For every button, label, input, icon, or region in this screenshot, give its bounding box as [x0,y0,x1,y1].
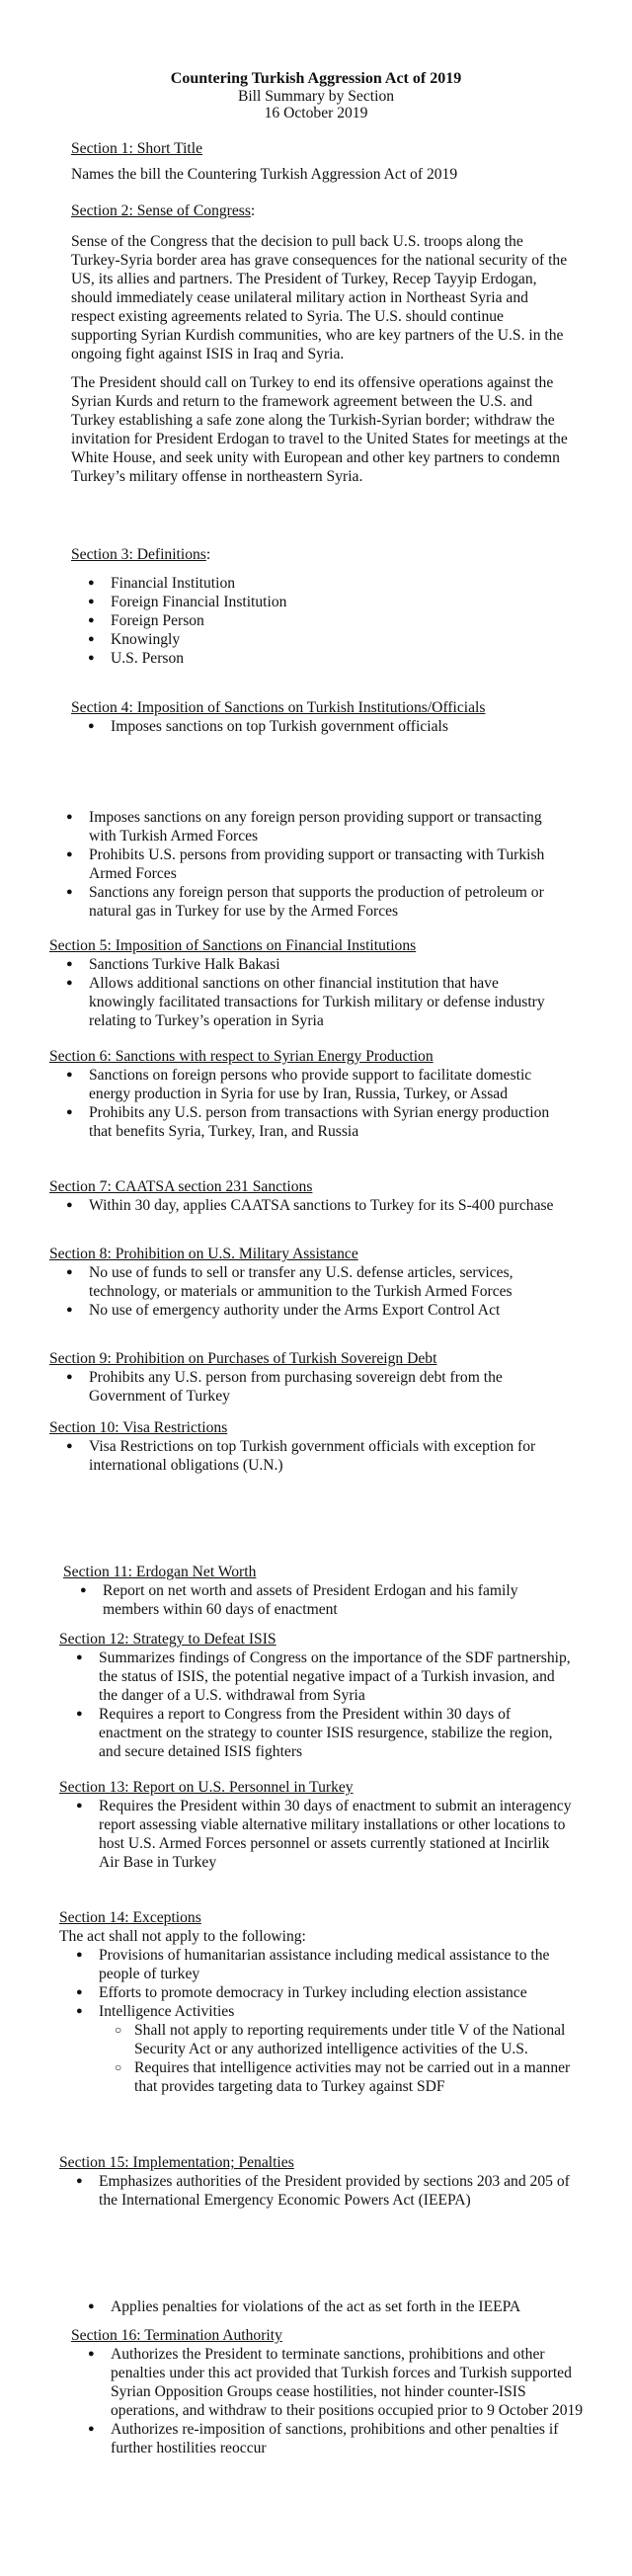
list-item: ● Sanctions any foreign person that supports the production of petroleum or natural gas in Turkey for use by the Armed Forces [49,883,563,921]
document-date: 16 October 2019 [264,105,368,121]
section-16 [71,2326,585,2457]
bullet-list [71,574,565,668]
bullet-list [49,1196,563,1215]
list-item: ● Sanctions Turkive Halk Bakasi [49,955,563,974]
section-5 [49,936,563,1030]
section-heading: Section 9: Prohibition on Purchases of Turkish Sovereign Debt [49,1350,437,1367]
section-heading: Section 6: Sanctions with respect to Syrian Energy Production [49,1048,434,1065]
section-heading: Section 7: CAATSA section 231 Sanctions [49,1178,313,1195]
section-paragraph: Sense of the Congress that the decision to pull back U.S. troops along the Turkey-Syria border area has grave consequences for the national security of the US, its allies and partners. The President of Turkey, Recep Tayyip Erdogan, should immediately cease unilateral military action in Northeast Syria and respect existing agreements related to Syria. The U.S. should continue supporting Syrian Kurdish communities, who are key partners of the U.S. in the ongoing fight against ISIS in Iraq and Syria. [71,233,568,362]
section-heading: Section 16: Termination Authority [71,2327,282,2344]
section-6 [49,1047,563,1141]
bullet-list [49,1437,563,1475]
sub-list-item: ○ Requires that intelligence activities may not be carried out in a manner that provides targeting data to Turkey against SDF [99,2058,573,2096]
list-item: ● Foreign Financial Institution [71,593,565,611]
list-item: ● Prohibits any U.S. person from transactions with Syrian energy production that benefits Syria, Turkey, Iran, and Russia [49,1103,563,1141]
section-heading: Section 3: Definitions [71,546,206,563]
section-heading: Section 4: Imposition of Sanctions on Turkish Institutions/Officials [71,699,486,716]
list-item: ● Emphasizes authorities of the President provided by sections 203 and 205 of the International Emergency Economic Powers Act (IEEPA) [59,2172,573,2210]
section-heading: Section 5: Imposition of Sanctions on Financial Institutions [49,937,417,954]
list-item: ● Knowingly [71,630,565,649]
list-item: ● No use of emergency authority under the Arms Export Control Act [49,1301,563,1320]
section-4-continued [49,808,563,921]
bullet-list [59,1946,573,2096]
list-item: ● Provisions of humanitarian assistance including medical assistance to the people of turkey [59,1946,573,1983]
section-2: Section 2: Sense of Congress: Sense of the Congress that the decision to pull back U.S. troops along the Turkey-Syria border area has grave consequences for the national security of the US, its allies and partners. The President of Turkey, Recep Tayyip Erdogan, should immediately cease unilateral military action in Northeast Syria and respect existing agreements related to Syria. The U.S. should continue supporting Syrian Kurdish communities, who are key partners of the U.S. in the ongoing fight against ISIS in Iraq and Syria. The President should call on Turkey to end its offensive operations against the Syrian Kurds and return to the framework agreement between the U.S. and Turkey establishing a safe zone along the Turkish-Syrian border; withdraw the invitation for President Erdogan to travel to the United States for meetings at the White House, and seek unity with European and other key partners to condemn Turkey’s military offense in northeastern Syria. [71,201,570,486]
list-item: ● Authorizes re-imposition of sanctions, prohibitions and other penalties if further hostilities reoccur [71,2420,585,2457]
list-item: ● No use of funds to sell or transfer any U.S. defense articles, services, technology, or materials or ammunition to the Turkish Armed Forces [49,1263,563,1301]
bullet-list [71,2345,585,2457]
section-3: Section 3: Definitions: ● Financial Institution ● Foreign Financial Institution ● Foreign Person ● Knowingly ● U.S. Person [71,545,565,668]
sub-bullet-list [99,2021,573,2096]
list-item: ● Report on net worth and assets of President Erdogan and his family members within 60 days of enactment [63,1581,567,1619]
section-heading: Section 13: Report on U.S. Personnel in Turkey [59,1779,354,1796]
list-item: ● U.S. Person [71,649,565,668]
section-11 [63,1563,567,1619]
list-item: ● Imposes sanctions on any foreign person providing support or transacting with Turkish Armed Forces [49,808,563,845]
section-heading: Section 8: Prohibition on U.S. Military Assistance [49,1246,358,1262]
document-subtitle: Bill Summary by Section [237,88,395,105]
section-8 [49,1245,563,1320]
section-heading: Section 10: Visa Restrictions [49,1419,228,1436]
bullet-list [49,1368,563,1406]
section-15-continued [71,2297,585,2316]
list-item: ● Requires the President within 30 days of enactment to submit an interagency report assessing viable alternative military installations or other locations to host U.S. Armed Forces personnel or assets currently stationed at Incirlik Air Base in Turkey [59,1797,573,1872]
bullet-list [49,955,563,1030]
bullet-list [49,808,563,921]
list-item: ● Financial Institution [71,574,565,593]
list-item: ● Allows additional sanctions on other financial institution that have knowingly facilitated transactions for Turkish military or defense industry relating to Turkey’s operation in Syria [49,974,563,1030]
list-item: ● Sanctions on foreign persons who provide support to facilitate domestic energy production in Syria for use by Iran, Russia, Turkey, or Assad [49,1066,563,1103]
bullet-list [49,1066,563,1141]
list-item: ● Visa Restrictions on top Turkish government officials with exception for international obligations (U.N.) [49,1437,563,1475]
bullet-list [63,1581,567,1619]
bullet-list [71,717,565,736]
section-1 [71,139,565,184]
section-heading: Section 12: Strategy to Defeat ISIS [59,1631,276,1648]
list-item: ● Prohibits any U.S. person from purchasing sovereign debt from the Government of Turkey [49,1368,563,1406]
section-15 [59,2153,573,2210]
list-item [59,2002,573,2096]
section-7 [49,1177,563,1215]
section-9 [49,1349,563,1406]
list-item: ● Foreign Person [71,611,565,630]
section-heading: Section 2: Sense of Congress [71,202,251,219]
list-item-label: Intelligence Activities [99,2003,235,2020]
list-item: ● Summarizes findings of Congress on the importance of the SDF partnership, the status of ISIS, the potential negative impact of a Turkish invasion, and the danger of a U.S. withdrawal from Syria [59,1649,573,1705]
section-heading: Section 15: Implementation; Penalties [59,2154,294,2171]
list-item: ● Within 30 day, applies CAATSA sanctions to Turkey for its S-400 purchase [49,1196,563,1215]
section-text: Names the bill the Countering Turkish Aggression Act of 2019 [71,166,458,183]
list-item: ● Imposes sanctions on top Turkish government officials [71,717,565,736]
section-intro: The act shall not apply to the following: [59,1928,306,1945]
list-item: ● Efforts to promote democracy in Turkey including election assistance [59,1983,573,2002]
section-heading: Section 11: Erdogan Net Worth [63,1564,257,1580]
list-item: ● Requires a report to Congress from the President within 30 days of enactment on the strategy to counter ISIS resurgence, stabilize the region, and secure detained ISIS fighters [59,1705,573,1761]
bullet-list [71,2297,585,2316]
bullet-list [59,1797,573,1872]
section-heading: Section 14: Exceptions [59,1909,201,1926]
bullet-list [59,2172,573,2210]
list-item: ● Authorizes the President to terminate sanctions, prohibitions and other penalties under this act provided that Turkish forces and Turkish supported Syrian Opposition Groups cease hostilities, not hinder counter-ISIS operations, and withdraw to their positions occupied prior to 9 October 2019 [71,2345,585,2420]
bullet-list [59,1649,573,1761]
bullet-list [49,1263,563,1320]
document-title: Countering Turkish Aggression Act of 2019 [170,70,462,87]
list-item: ● Applies penalties for violations of the act as set forth in the IEEPA [71,2297,585,2316]
section-heading: Section 1: Short Title [71,140,203,157]
sub-list-item: ○ Shall not apply to reporting requirements under title V of the National Security Act or any authorized intelligence activities of the U.S. [99,2021,573,2058]
section-4 [71,698,565,736]
section-13 [59,1778,573,1872]
section-12 [59,1630,573,1761]
document-header [0,0,632,121]
section-paragraph: The President should call on Turkey to end its offensive operations against the Syrian Kurds and return to the framework agreement between the U.S. and Turkey establishing a safe zone along the Turkish-Syrian border; withdraw the invitation for President Erdogan to travel to the United States for meetings at the White House, and seek unity with European and other key partners to condemn Turkey’s military offense in northeastern Syria. [71,374,568,485]
list-item: ● Prohibits U.S. persons from providing support or transacting with Turkish Armed Forces [49,845,563,883]
section-14 [59,1908,573,2096]
section-10 [49,1418,563,1475]
